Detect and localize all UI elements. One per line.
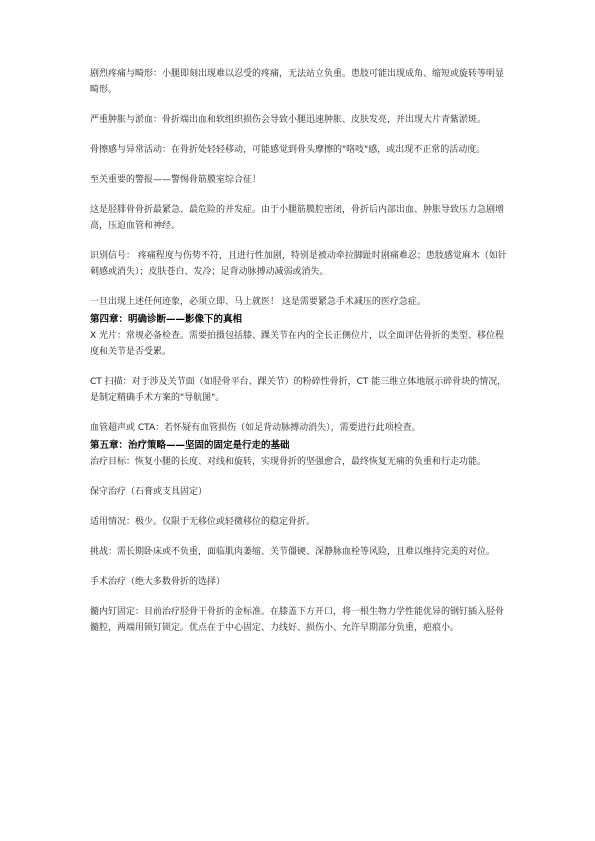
paragraph-seek-care: 一旦出现上述任何迹象，必须立即、马上就医！ 这是需要紧急手术减压的医疗急症。 [90,297,426,307]
paragraph-warning-signs: 识别信号： 疼痛程度与伤势不符，且进行性加剧，特别是被动牵拉脚趾时剧痛难忍；患肢感觉麻木（如针刺感或消失）；皮肤苍白、发冷；足背动脉搏动减弱或消失。 [90,251,507,277]
paragraph-xray: X 光片：常规必备检查。需要拍摄包括膝、踝关节在内的全长正侧位片，以全面评估骨折的类型、移位程度和关节是否受累。 [90,331,505,357]
paragraph-swelling-bruising: 严重肿胀与淤血：骨折端出血和软组织损伤会导致小腿迅速肿胀、皮肤发亮，并出现大片青紫淤斑。 [90,115,487,125]
chapter-4-heading: 第四章：明确诊断——影像下的真相 [90,314,243,325]
document-body [90,66,510,650]
paragraph-crepitus: 骨擦感与异常活动：在骨折处轻轻移动，可能感觉到骨头摩擦的"咯吱"感，或出现不正常的活动度。 [90,145,486,155]
paragraph-surgical-title: 手术治疗（绝大多数骨折的选择） [90,577,226,587]
paragraph-conservative-indication: 适用情况：极少。仅限于无移位或轻微移位的稳定骨折。 [90,517,316,527]
paragraph-treatment-goal: 治疗目标：恢复小腿的长度、对线和旋转，实现骨折的坚强愈合，最终恢复无痛的负重和行走功能。 [90,457,487,467]
paragraph-compartment-description: 这是胫腓骨骨折最紧急、最危险的并发症。由于小腿筋膜腔密闭，骨折后内部出血、肿胀导致压力急剧增高，压迫血管和神经。 [90,205,505,231]
paragraph-conservative-title: 保守治疗（石膏或支具固定） [90,487,208,497]
chapter-5-heading: 第五章：治疗策略——坚固的固定是行走的基础 [90,440,290,451]
paragraph-intramedullary-nail: 髓内钉固定：目前治疗胫骨干骨折的金标准。在膝盖下方开口，将一根生物力学性能优异的钢钉插入胫骨髓腔，两端用锁钉锁定。优点在于中心固定、力线好、损伤小、允许早期部分负重，疤痕小。 [90,607,505,633]
paragraph-ct: CT 扫描：对于涉及关节面（如胫骨平台、踝关节）的粉碎性骨折，CT 能三维立体地展示碎骨块的情况，是制定精确手术方案的"导航图"。 [90,377,507,403]
paragraph-conservative-challenge: 挑战：需长期卧床或不负重，面临肌肉萎缩、关节僵硬、深静脉血栓等风险，且难以维持完美的对位。 [90,547,496,557]
paragraph-vascular: 血管超声或 CTA：若怀疑有血管损伤（如足背动脉搏动消失），需要进行此项检查。 [90,423,421,433]
paragraph-compartment-warning: 至关重要的警报——警惕骨筋膜室综合征！ [90,175,262,185]
paragraph-pain-deformity: 剧烈疼痛与畸形：小腿即刻出现难以忍受的疼痛，无法站立负重。患肢可能出现成角、缩短或旋转等明显畸形。 [90,69,505,95]
